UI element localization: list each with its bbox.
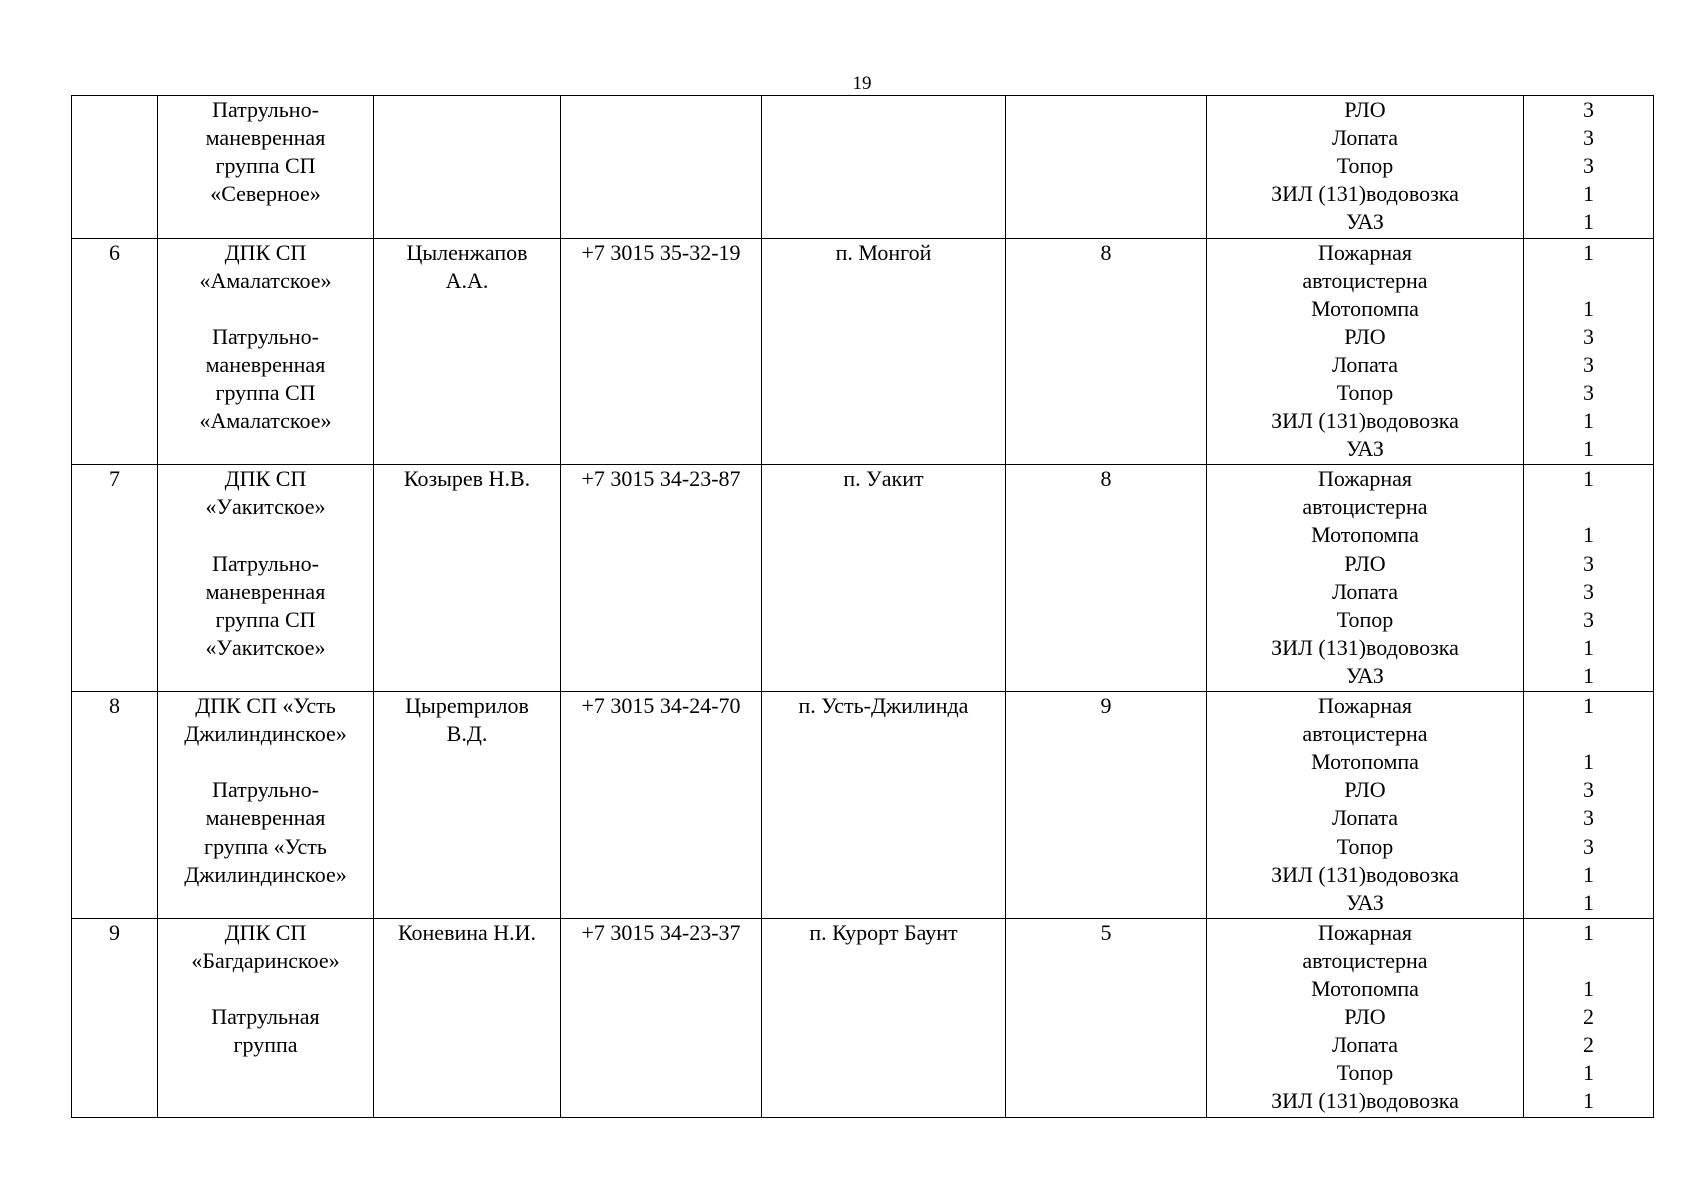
cell-organization-line: Джилиндинское»	[184, 861, 347, 887]
cell-organization	[158, 238, 374, 465]
cell-location	[762, 918, 1006, 1117]
page-number: 19	[852, 73, 872, 94]
cell-equipment-line: ЗИЛ (131)водовозка	[1271, 634, 1459, 660]
cell-equipment-line: Пожарная	[1318, 466, 1412, 492]
cell-equipment-count-line: 3	[1583, 805, 1594, 831]
cell-equipment-count	[1524, 918, 1654, 1117]
cell-organization-line	[158, 435, 373, 463]
cell-equipment-count-line: 1	[1583, 181, 1594, 207]
cell-organization-line	[158, 975, 373, 1003]
cell-equipment-line: Топор	[1336, 606, 1394, 632]
table-row	[72, 918, 1654, 1117]
cell-equipment-line: Пожарная	[1318, 693, 1412, 719]
cell-equipment-count-line: 1	[1583, 919, 1594, 945]
cell-equipment-line: Пожарная	[1318, 919, 1412, 945]
cell-equipment-line: автоцистерна	[1302, 947, 1428, 973]
cell-location-text: п. Усть-Джилинда	[798, 693, 969, 719]
cell-personnel-count-text: 8	[1100, 239, 1112, 265]
cell-organization	[158, 465, 374, 692]
cell-equipment-count-line: 1	[1583, 466, 1594, 492]
cell-organization-line: Джилиндинское»	[184, 721, 347, 747]
cell-organization	[158, 918, 374, 1117]
table-row	[72, 465, 1654, 692]
cell-equipment-line: Топор	[1336, 153, 1394, 179]
cell-head	[374, 918, 561, 1117]
cell-equipment-line: Топор	[1336, 1060, 1394, 1086]
cell-equipment-line: Топор	[1336, 833, 1394, 859]
cell-organization-line: группа СП	[215, 379, 316, 405]
cell-location-text: п. Курорт Баунт	[809, 919, 958, 945]
cell-phone-text: +7 3015 34-23-37	[581, 919, 741, 945]
cell-equipment-count-line	[1524, 493, 1653, 521]
cell-organization-line: «Амалатское»	[199, 408, 332, 434]
cell-organization-line: ДПК СП	[224, 239, 307, 265]
cell-location	[762, 692, 1006, 919]
cell-equipment-line: ЗИЛ (131)водовозка	[1271, 181, 1459, 207]
cell-equipment-line: ЗИЛ (131)водовозка	[1271, 408, 1459, 434]
cell-location-text: п. Уакит	[843, 466, 924, 492]
cell-phone-text: +7 3015 35-32-19	[581, 239, 741, 265]
cell-organization-line: ДПК СП	[224, 466, 307, 492]
cell-equipment-count-line: 3	[1583, 125, 1594, 151]
cell-organization-line: ДПК СП «Усть	[195, 693, 336, 719]
cell-number	[72, 96, 158, 239]
cell-equipment-count-line: 1	[1583, 209, 1594, 235]
cell-organization-line: Патрульная	[211, 1004, 320, 1030]
cell-equipment-count-line: 3	[1583, 97, 1594, 122]
cell-organization-line: маневренная	[205, 125, 326, 151]
cell-organization-line: ДПК СП	[224, 919, 307, 945]
cell-organization-line: Патрульно-	[212, 777, 319, 803]
cell-equipment-count-line: 1	[1583, 239, 1594, 265]
cell-equipment-count-line: 1	[1583, 693, 1594, 719]
cell-organization-line: маневренная	[205, 805, 326, 831]
cell-equipment-count	[1524, 465, 1654, 692]
cell-equipment-count-line: 3	[1583, 323, 1594, 349]
cell-phone	[561, 918, 762, 1117]
cell-personnel-count	[1006, 918, 1207, 1117]
cell-organization-line: Патрульно-	[212, 323, 319, 349]
cell-equipment-line: автоцистерна	[1302, 494, 1428, 520]
cell-location-text: п. Монгой	[835, 239, 932, 265]
cell-organization-line	[158, 662, 373, 690]
cell-phone	[561, 692, 762, 919]
cell-equipment-line: Пожарная	[1318, 239, 1412, 265]
cell-head	[374, 238, 561, 465]
cell-personnel-count	[1006, 465, 1207, 692]
cell-equipment	[1207, 238, 1524, 465]
cell-equipment-line: Мотопомпа	[1311, 976, 1419, 1002]
cell-head	[374, 692, 561, 919]
cell-organization-line: «Уакитское»	[205, 634, 326, 660]
cell-number-text: 8	[109, 693, 120, 719]
cell-number-text: 9	[109, 919, 120, 945]
cell-equipment-count-line: 1	[1583, 295, 1594, 321]
cell-equipment-count-line: 1	[1583, 1088, 1594, 1114]
cell-equipment-count-line: 1	[1583, 861, 1594, 887]
cell-organization-line: Патрульно-	[212, 97, 319, 122]
cell-organization-line	[158, 208, 373, 236]
cell-equipment-line: РЛО	[1344, 777, 1386, 803]
cell-head-line: Коневина Н.И.	[397, 919, 537, 945]
cell-location	[762, 238, 1006, 465]
cell-equipment-line: Мотопомпа	[1311, 522, 1419, 548]
cell-organization-line: маневренная	[205, 578, 326, 604]
cell-organization-line: маневренная	[205, 351, 326, 377]
cell-number-text: 7	[109, 466, 120, 492]
cell-equipment-line: ЗИЛ (131)водовозка	[1271, 1088, 1459, 1114]
cell-equipment-line: УАЗ	[1346, 209, 1384, 235]
cell-organization	[158, 692, 374, 919]
cell-equipment-line: УАЗ	[1346, 436, 1384, 462]
cell-number	[72, 465, 158, 692]
cell-equipment-count-line: 1	[1583, 976, 1594, 1002]
cell-organization-line	[158, 295, 373, 323]
table-row	[72, 238, 1654, 465]
cell-equipment-count	[1524, 96, 1654, 239]
cell-equipment-count-line: 1	[1583, 522, 1594, 548]
cell-organization-line	[158, 521, 373, 549]
table-row	[72, 692, 1654, 919]
cell-head-line: А.А.	[445, 267, 489, 293]
cell-organization-line	[158, 889, 373, 917]
cell-equipment-line: ЗИЛ (131)водовозка	[1271, 861, 1459, 887]
cell-equipment-count-line	[1524, 720, 1653, 748]
cell-number	[72, 692, 158, 919]
cell-equipment-count-line: 3	[1583, 833, 1594, 859]
cell-equipment-line: РЛО	[1344, 550, 1386, 576]
cell-organization-line	[158, 748, 373, 776]
cell-organization-line: «Амалатское»	[199, 267, 332, 293]
cell-equipment-line: Топор	[1336, 379, 1394, 405]
table-body	[72, 96, 1654, 1118]
cell-organization-line: «Багдаринское»	[191, 947, 340, 973]
cell-location	[762, 96, 1006, 239]
cell-location	[762, 465, 1006, 692]
cell-equipment-count-line: 3	[1583, 606, 1594, 632]
cell-equipment-line: РЛО	[1344, 1004, 1386, 1030]
cell-organization-line: группа СП	[215, 153, 316, 179]
cell-organization-line: «Уакитское»	[205, 494, 326, 520]
cell-organization	[158, 96, 374, 239]
cell-equipment	[1207, 465, 1524, 692]
fire-brigades-table	[71, 95, 1654, 1118]
cell-equipment-count-line: 3	[1583, 379, 1594, 405]
cell-organization-line: «Северное»	[210, 181, 321, 207]
cell-equipment-count-line	[1524, 947, 1653, 975]
cell-equipment-count	[1524, 238, 1654, 465]
cell-equipment-line: Лопата	[1332, 805, 1398, 831]
cell-equipment-line: Лопата	[1332, 125, 1398, 151]
cell-organization-line	[158, 1087, 373, 1115]
cell-equipment-line: УАЗ	[1346, 889, 1384, 915]
cell-equipment-count-line: 1	[1583, 662, 1594, 688]
cell-head-line: Цырempилов	[405, 693, 529, 719]
cell-equipment-count-line: 1	[1583, 408, 1594, 434]
cell-organization-line: группа	[233, 1032, 298, 1058]
cell-equipment-count-line: 3	[1583, 351, 1594, 377]
cell-phone	[561, 465, 762, 692]
cell-equipment	[1207, 692, 1524, 919]
cell-equipment-count-line: 1	[1583, 749, 1594, 775]
cell-head	[374, 465, 561, 692]
cell-equipment-count-line: 1	[1583, 436, 1594, 462]
cell-personnel-count	[1006, 692, 1207, 919]
cell-equipment-count-line: 1	[1583, 889, 1594, 915]
cell-equipment-line: Лопата	[1332, 578, 1398, 604]
cell-personnel-count	[1006, 96, 1207, 239]
cell-equipment-count-line: 2	[1583, 1004, 1594, 1030]
cell-equipment-count-line: 1	[1583, 634, 1594, 660]
cell-phone-text: +7 3015 34-24-70	[581, 693, 741, 719]
cell-equipment-count-line	[1524, 267, 1653, 295]
cell-organization-line: группа СП	[215, 606, 316, 632]
cell-personnel-count-text: 8	[1100, 466, 1112, 492]
cell-equipment-line: РЛО	[1344, 323, 1386, 349]
cell-equipment-line: автоцистерна	[1302, 267, 1428, 293]
cell-equipment-line: Лопата	[1332, 351, 1398, 377]
cell-equipment	[1207, 918, 1524, 1117]
cell-equipment-count	[1524, 692, 1654, 919]
cell-equipment-count-line: 1	[1583, 1060, 1594, 1086]
cell-head-line: Цыленжапов	[406, 239, 528, 265]
cell-equipment-line: УАЗ	[1346, 662, 1384, 688]
cell-phone-text: +7 3015 34-23-87	[581, 466, 741, 492]
cell-equipment-count-line: 2	[1583, 1032, 1594, 1058]
cell-number	[72, 918, 158, 1117]
cell-personnel-count	[1006, 238, 1207, 465]
cell-equipment-line: Лопата	[1332, 1032, 1398, 1058]
cell-number-text: 6	[109, 239, 120, 265]
cell-equipment	[1207, 96, 1524, 239]
cell-equipment-line: РЛО	[1344, 97, 1386, 122]
cell-head-line: Козырев Н.В.	[403, 466, 531, 492]
cell-equipment-line: автоцистерна	[1302, 721, 1428, 747]
cell-head-line: В.Д.	[446, 721, 488, 747]
cell-equipment-line: Мотопомпа	[1311, 295, 1419, 321]
cell-equipment-count-line: 3	[1583, 153, 1594, 179]
cell-phone	[561, 238, 762, 465]
table-row	[72, 96, 1654, 239]
cell-phone	[561, 96, 762, 239]
cell-personnel-count-text: 9	[1100, 693, 1112, 719]
cell-equipment-count-line: 3	[1583, 550, 1594, 576]
cell-head	[374, 96, 561, 239]
cell-equipment-count-line: 3	[1583, 578, 1594, 604]
cell-personnel-count-text: 5	[1100, 919, 1112, 945]
cell-number	[72, 238, 158, 465]
cell-equipment-count-line: 3	[1583, 777, 1594, 803]
cell-organization-line: Патрульно-	[212, 550, 319, 576]
cell-equipment-line: Мотопомпа	[1311, 749, 1419, 775]
cell-organization-line: группа «Усть	[204, 833, 327, 859]
cell-organization-line	[158, 1059, 373, 1087]
